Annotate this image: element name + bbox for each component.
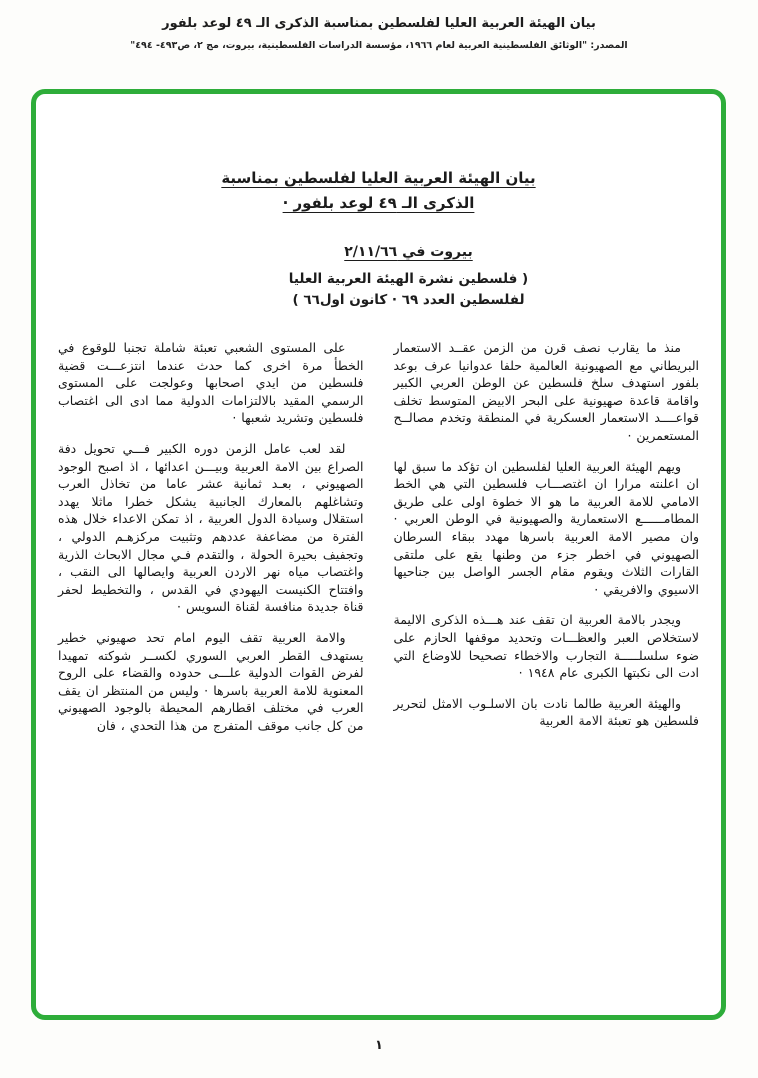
header-source: المصدر: "الوثائق الفلسطينية العربية لعام ١٩٦٦، مؤسسة الدراسات الفلسطينية، بيروت، مج ٢، ص٤٩٣- ٤٩٤" [130,40,628,51]
document-title-line1: بيان الهيئة العربية العليا لفلسطين بمناسبة [221,169,536,187]
document-dateline: بيروت في ٢/١١/٦٦ [344,243,473,260]
header-title: بيان الهيئة العربية العليا لفلسطين بمناسبة الذكرى الـ ٤٩ لوعد بلفور [162,16,596,31]
document-title-line2: الذكرى الـ ٤٩ لوعد بلفور · [282,193,475,212]
article-column-second [58,339,364,747]
header [0,0,758,51]
page-number: ١ [375,1038,383,1053]
document-title [36,166,721,216]
document-frame [31,89,726,1020]
article-column-first [394,339,700,747]
article-paragraph: منذ ما يقارب نصف قرن من الزمن عقــد الاستعمار البريطاني مع الصهيونية العالمية حلفا عدوانيا عرف بوعد بلفور استهدف سلخ فلسطين عن الوطن العربي الكبير واقامة قاعدة صهيونية على البحر الابيض المتوسط تخلف قواعــــد الاستعمار العسكرية في المنطقة وتخدم مصالــح المستعمرين · [393,340,699,443]
article-paragraph: على المستوى الشعبي تعبئة شاملة تجنبا للوقوع في الخطأ مرة اخرى كما حدث عندما انتزعـــت قضية فلسطين من ايدي اصحابها وعولجت على المستوى الرسمي المقيد بالالتزامات الدولية مما ادى الى اغتصاب فلسطين وتشريد شعبها · [58,340,364,426]
document-subhead [66,242,751,312]
document-publication-line1: ( فلسطين نشرة الهيئة العربية العليا [288,271,529,288]
article-columns [36,339,721,747]
article-paragraph: والهيئة العربية طالما نادت بان الاسلـوب الامثل لتحرير فلسطين هو تعبئة الامة العربية [393,695,699,729]
article-paragraph: ويجدر بالامة العربية ان تقف عند هـــذه الذكرى الاليمة لاستخلاص العبر والعظـــات وتحديد موقفها الحازم على ضوء سلسلـــــة التجارب والاخطاء تصحيحا للاوضاع التي ادت الى نكبتها الكبرى عام ١٩٤٨ · [393,612,699,681]
article-paragraph: ويهم الهيئة العربية العليا لفلسطين ان تؤكد ما سبق لها ان اعلنته مرارا ان اغتصـــاب فلسطين التي هي الخط الامامي للامة العربية ما هو الا خطوة اولى على طريق المطامــــــع الاستعمارية والصهيونية في الوطن العربي · وان مصير الامة العربية باسرها مهدد ببقاء السرطان الصهيوني في اخطر جزء من وطنها يقع على ملتقى القارات الثلاث ويقوم مقام الجسر الواصل بين جناحيها الاسيوي والافريقي · [393,458,699,597]
document-publication-line2: لفلسطين العدد ٦٩ · كانون اول٦٦ ) [292,292,525,309]
article-paragraph: لقد لعب عامل الزمن دوره الكبير فـــي تحويل دفة الصراع بين الامة العربية وبيـــن اعدائها ، اذ اصبح الوجود الصهيوني ، بعـد ثمانية عشر عاما من تخاذل العرب وتشاغلهم بالمعارك الجانبية يشكل خطرا ماثلا يهدد استقلال وسيادة الدول العربية ، اذ تمكن الاعداء خلال هذه الفترة من مضاعفة عددهم وتثبيت مركزهـم الدولي ، وتجفيف بحيرة الحولة ، والتقدم فـي مجال الابحاث الذرية واغتصاب مياه نهر الاردن العربية وايصالها الى النقب ، وافتتاح الكنيست اليهودي في القدس ، والتخطيط لحفر قناة جديدة منافسة لقناة السويس · [58,441,364,615]
article-paragraph: والامة العربية تقف اليوم امام تحد صهيوني خطير يستهدف القطر العربي السوري لكســر شوكته تمهيدا لفرض القوات الدولية علـــى حدوده والقضاء على الروح المعنوية للامة العربية باسرها · وليس من المنتظر ان يقف العرب في مختلف اقطارهم المحيطة بالوجود الصهيوني من كل جانب موقف المتفرج من هذا التحدي ، فان [58,629,364,733]
